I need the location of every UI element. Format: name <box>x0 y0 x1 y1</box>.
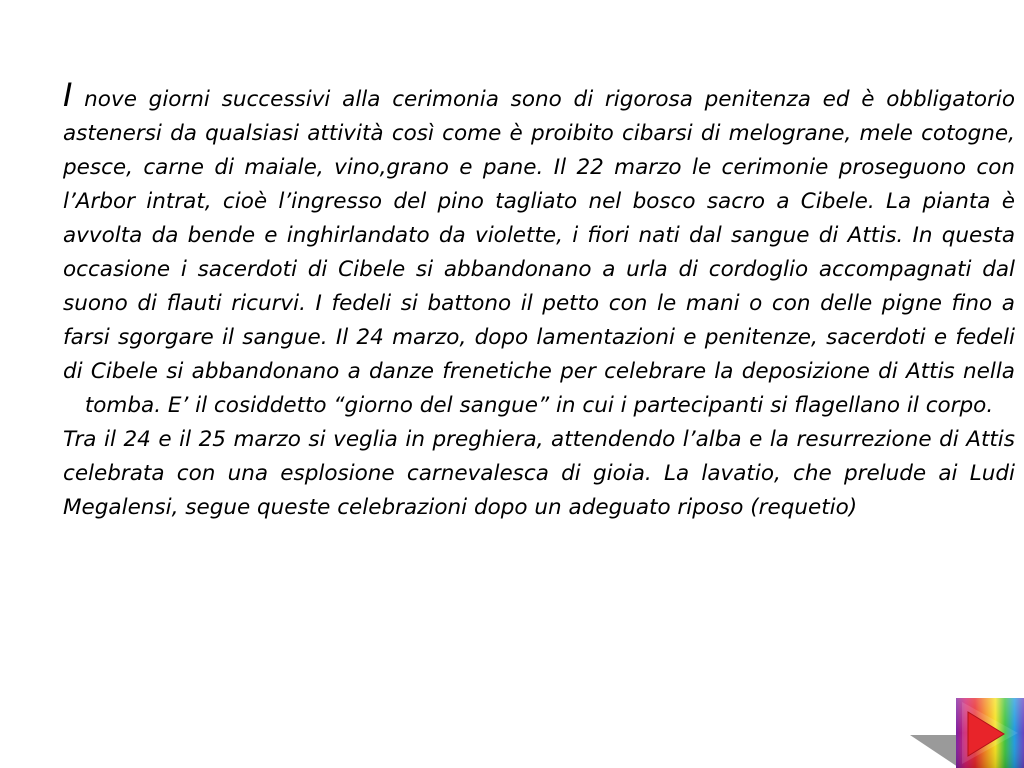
paragraph-1 <box>63 78 1015 423</box>
gray-triangle-arrow-left-icon <box>910 733 960 768</box>
slide-text-body <box>63 78 1015 525</box>
paragraph-1-initial: I <box>63 76 73 114</box>
paragraph-2: Tra il 24 e il 25 marzo si veglia in preghiera, attendendo l’alba e la resurrezione di Attis celebrata con una esplosione carnevalesca di gioia. La lavatio, che prelude ai Ludi Megalensi, segue queste celebrazioni dopo un adeguato riposo (requetio) <box>63 427 1015 520</box>
next-slide-button[interactable] <box>956 698 1024 768</box>
rainbow-play-arrow-right-icon <box>956 698 1024 768</box>
paragraph-1-text: nove giorni successivi alla cerimonia sono di rigorosa penitenza ed è obbligatorio astenersi da qualsiasi attività così come è proibito cibarsi di melograne, mele cotogne, pesce, carne di maiale, vino,grano e pane. Il 22 marzo le cerimonie proseguono con l’Arbor intrat, cioè l’ingresso del pino tagliato nel bosco sacro a Cibele. La pianta è avvolta da bende e inghirlandato da violette, i fiori nati dal sangue di Attis. In questa occasione i sacerdoti di Cibele si abbandonano a urla di cordoglio accompagnati dal suono di flauti ricurvi. I fedeli si battono il petto con le mani o con delle pigne fino a farsi sgorgare il sangue. Il 24 marzo, dopo lamentazioni e penitenze, sacerdoti e fedeli di Cibele si abbandonano a danze frenetiche per celebrare la deposizione di Attis nella tomba. E’ il cosiddetto “giorno del sangue” in cui i partecipanti si flagellano il corpo. <box>63 87 1015 418</box>
